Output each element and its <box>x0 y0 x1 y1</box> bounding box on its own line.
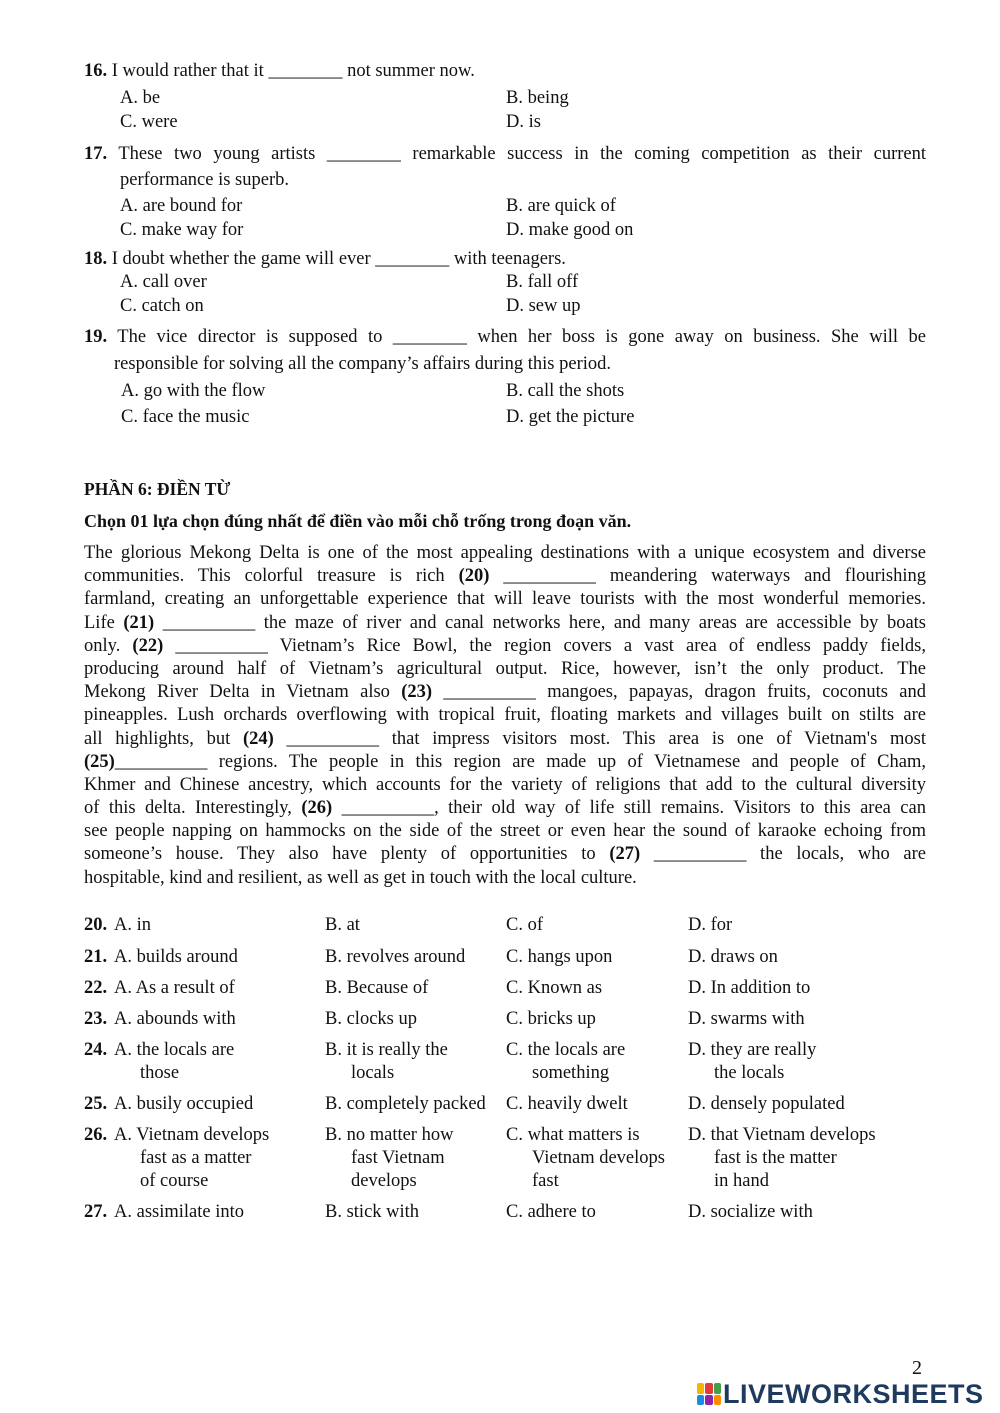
passage-line <box>84 681 926 704</box>
option-line: Vietnam develops <box>532 1148 665 1168</box>
option-line: A. abounds with <box>114 1009 236 1029</box>
option-line: B. it is really the <box>325 1040 448 1060</box>
options-row <box>84 219 926 243</box>
option-line: A. assimilate into <box>114 1202 244 1222</box>
passage-text: Mekong River Delta in Vietnam also <box>84 682 402 703</box>
option-d[interactable]: D. sew up <box>506 296 581 316</box>
question-number: 27. <box>84 1202 108 1222</box>
option-line: C. bricks up <box>506 1009 596 1029</box>
option-b[interactable] <box>325 946 465 969</box>
option-b[interactable]: B. are quick of <box>506 196 616 216</box>
option-b[interactable] <box>325 977 428 1000</box>
section-instruction: Chọn 01 lựa chọn đúng nhất để điền vào mỗi chỗ trống trong đoạn văn. <box>84 511 632 531</box>
passage-text: someone’s house. They also have plenty of opportunities to <box>84 844 610 865</box>
option-line: fast <box>532 1171 559 1191</box>
option-line: A. As a result of <box>114 978 235 998</box>
passage-line <box>84 774 926 797</box>
option-d[interactable] <box>688 914 732 937</box>
question-number: 18. <box>84 249 108 269</box>
question-number: 16. <box>84 61 108 81</box>
options-row <box>84 380 926 406</box>
passage-line <box>84 728 926 751</box>
option-a[interactable] <box>114 1124 269 1193</box>
passage-line <box>84 867 926 890</box>
option-line: B. clocks up <box>325 1009 417 1029</box>
option-a[interactable] <box>114 946 238 969</box>
option-b[interactable]: B. call the shots <box>506 381 625 401</box>
question-text-cont: performance is superb. <box>120 170 290 190</box>
passage-text: __________ regions. The people in this region are made up of Vietnamese and people of Cham, <box>114 751 926 772</box>
passage-text: Life <box>84 612 124 633</box>
option-c[interactable] <box>506 977 602 1000</box>
blank-number: (27) <box>609 844 641 865</box>
passage-line <box>84 843 926 866</box>
option-line: D. that Vietnam develops <box>688 1125 876 1145</box>
option-line: C. heavily dwelt <box>506 1094 628 1114</box>
liveworksheets-logo <box>697 1381 984 1407</box>
options-row <box>84 195 926 219</box>
option-line: of course <box>140 1171 209 1191</box>
option-line: something <box>532 1063 610 1083</box>
option-line: D. they are really <box>688 1040 817 1060</box>
option-line: D. In addition to <box>688 978 811 998</box>
option-a[interactable] <box>114 1008 236 1031</box>
option-d[interactable] <box>688 1039 816 1085</box>
question-text-cont: responsible for solving all the company’s affairs during this period. <box>114 354 612 374</box>
option-line: C. Known as <box>506 978 603 998</box>
option-a[interactable] <box>114 977 235 1000</box>
option-b[interactable] <box>325 914 360 937</box>
logo-mark-tile <box>714 1395 721 1406</box>
question-number: 23. <box>84 1009 108 1029</box>
passage-text: __________ Vietnam’s Rice Bowl, the region covers a vast area of endless paddy fields, <box>163 635 926 656</box>
option-line: D. socialize with <box>688 1202 813 1222</box>
option-line: fast is the matter <box>714 1148 837 1168</box>
passage-text: farmland, creating an unforgettable experience that will leave tourists with the most wonderful memories. <box>84 589 926 610</box>
option-line: A. in <box>114 915 151 935</box>
options-row <box>84 271 926 295</box>
options-row <box>84 111 926 135</box>
logo-mark-tile <box>697 1395 704 1406</box>
option-b[interactable] <box>325 1124 453 1193</box>
option-a[interactable]: A. be <box>120 88 161 108</box>
option-line: C. of <box>506 915 543 935</box>
passage-line <box>84 704 926 727</box>
option-line: locals <box>351 1063 395 1083</box>
blank-number: (23) <box>401 682 433 703</box>
option-d[interactable] <box>688 946 778 969</box>
option-line: C. the locals are <box>506 1040 626 1060</box>
option-a[interactable] <box>114 914 151 937</box>
option-c[interactable]: C. catch on <box>120 296 204 316</box>
options-row <box>84 406 926 430</box>
options-row <box>84 295 926 319</box>
option-a[interactable]: A. are bound for <box>120 196 243 216</box>
passage-line <box>84 658 926 681</box>
option-line: D. swarms with <box>688 1009 805 1029</box>
option-line: B. completely packed <box>325 1094 486 1114</box>
option-c[interactable] <box>506 1201 596 1224</box>
passage-text: __________, their old way of life still remains. Visitors to this area can <box>332 798 926 819</box>
blank-number: (25) <box>84 751 115 772</box>
passage-text: __________ mangoes, papayas, dragon fruits, coconuts and <box>432 682 926 703</box>
passage-text: of this delta. Interestingly, <box>84 798 302 819</box>
option-a[interactable]: A. go with the flow <box>121 381 266 401</box>
option-line: A. Vietnam develops <box>114 1125 270 1145</box>
option-b[interactable] <box>325 1039 448 1085</box>
question-text: 17. These two young artists ________ remarkable success in the coming competition as their current <box>84 144 926 164</box>
blank-number: (21) <box>123 612 155 633</box>
logo-mark-tile <box>697 1383 704 1394</box>
passage-text: producing around half of Vietnam’s agricultural output. Rice, however, isn’t the only product. The <box>84 658 926 679</box>
option-c[interactable] <box>506 1008 596 1031</box>
option-line: fast Vietnam <box>351 1148 445 1168</box>
option-d[interactable]: D. is <box>506 112 541 132</box>
option-line: develops <box>351 1171 417 1191</box>
passage-text: __________ meandering waterways and flourishing <box>489 566 926 587</box>
option-d[interactable]: D. make good on <box>506 220 634 240</box>
option-line: B. stick with <box>325 1202 420 1222</box>
blank-number: (20) <box>458 566 490 587</box>
blank-number: (22) <box>132 635 164 656</box>
reading-passage <box>84 542 926 890</box>
question-number: 19. <box>84 327 108 347</box>
option-line: A. builds around <box>114 947 238 967</box>
option-d[interactable] <box>688 1093 845 1116</box>
option-line: B. at <box>325 915 360 935</box>
passage-line <box>84 820 926 843</box>
option-line: D. for <box>688 915 733 935</box>
option-line: in hand <box>714 1171 769 1191</box>
option-d[interactable] <box>688 977 810 1000</box>
blank-number: (26) <box>301 798 333 819</box>
question-number: 17. <box>84 144 108 164</box>
question-18 <box>84 248 926 319</box>
option-a[interactable] <box>114 1093 253 1116</box>
question-number: 22. <box>84 978 108 998</box>
question-number: 25. <box>84 1094 108 1114</box>
passage-line <box>84 797 926 820</box>
passage-line <box>84 588 926 611</box>
option-line: B. Because of <box>325 978 429 998</box>
option-a[interactable]: A. call over <box>120 272 207 292</box>
passage-line <box>84 751 926 774</box>
question-17 <box>84 142 926 243</box>
option-d[interactable] <box>688 1008 805 1031</box>
page-number: 2 <box>912 1357 922 1379</box>
passage-text: __________ the locals, who are <box>640 844 926 865</box>
option-line: C. hangs upon <box>506 947 613 967</box>
passage-line <box>84 565 926 588</box>
option-line: A. busily occupied <box>114 1094 254 1114</box>
question-number: 21. <box>84 947 108 967</box>
passage-text: pineapples. Lush orchards overflowing with tropical fruit, floating markets and villages built on stilts are <box>84 705 926 726</box>
option-line: D. draws on <box>688 947 778 967</box>
logo-text: LIVEWORKSHEETS <box>723 1379 984 1409</box>
question-number: 24. <box>84 1040 108 1060</box>
passage-line <box>84 542 926 565</box>
passage-text: hospitable, kind and resilient, as well as get in touch with the local culture. <box>84 867 637 888</box>
option-c[interactable]: C. were <box>120 112 178 132</box>
question-19 <box>84 325 926 430</box>
passage-text: Khmer and Chinese ancestry, which accounts for the variety of religions that add to the cultural diversity <box>84 774 926 795</box>
option-c[interactable]: C. face the music <box>121 407 250 427</box>
question-number: 26. <box>84 1125 108 1145</box>
question-text: 19. The vice director is supposed to ________ when her boss is gone away on business. She will be <box>84 327 926 347</box>
option-c[interactable] <box>506 1093 628 1116</box>
option-b[interactable] <box>325 1093 486 1116</box>
blank-number: (24) <box>242 728 274 749</box>
option-d[interactable] <box>688 1201 813 1224</box>
question-text: 18. I doubt whether the game will ever ________ with teenagers. <box>84 249 566 269</box>
logo-mark-icon <box>697 1383 721 1405</box>
passage-text: all highlights, but <box>84 728 243 749</box>
option-line: those <box>140 1063 180 1083</box>
passage-text: communities. This colorful treasure is rich <box>84 566 459 587</box>
question-16 <box>84 60 926 135</box>
logo-mark-tile <box>714 1383 721 1394</box>
passage-line <box>84 635 926 658</box>
logo-mark-tile <box>705 1383 712 1394</box>
question-text: 16. I would rather that it ________ not summer now. <box>84 61 475 81</box>
section-title: PHẦN 6: ĐIỀN TỪ <box>84 479 231 499</box>
option-line: B. no matter how <box>325 1125 454 1145</box>
passage-text: see people napping on hammocks on the side of the street or even hear the sound of karaoke echoing from <box>84 821 926 842</box>
option-line: D. densely populated <box>688 1094 845 1114</box>
option-a[interactable] <box>114 1201 244 1224</box>
option-c[interactable] <box>506 1039 625 1085</box>
option-b[interactable] <box>325 1008 417 1031</box>
passage-text: __________ the maze of river and canal networks here, and many areas are accessible by boats <box>154 612 926 633</box>
option-a[interactable] <box>114 1039 234 1085</box>
option-line: B. revolves around <box>325 947 466 967</box>
option-c[interactable] <box>506 1124 665 1193</box>
passage-text: __________ that impress visitors most. This area is one of Vietnam's most <box>273 728 926 749</box>
options-row <box>84 87 926 111</box>
question-number: 20. <box>84 915 108 935</box>
option-line: A. the locals are <box>114 1040 235 1060</box>
passage-line <box>84 612 926 635</box>
passage-text: only. <box>84 635 133 656</box>
logo-mark-tile <box>705 1395 712 1406</box>
option-c[interactable] <box>506 946 612 969</box>
option-b[interactable] <box>325 1201 419 1224</box>
option-line: the locals <box>714 1063 785 1083</box>
option-b[interactable]: B. fall off <box>506 272 579 292</box>
option-d[interactable]: D. get the picture <box>506 407 635 427</box>
passage-text: The glorious Mekong Delta is one of the most appealing destinations with a unique ecosystem and diverse <box>84 543 926 563</box>
option-line: C. what matters is <box>506 1125 640 1145</box>
option-c[interactable]: C. make way for <box>120 220 244 240</box>
option-d[interactable] <box>688 1124 876 1193</box>
option-line: C. adhere to <box>506 1202 596 1222</box>
option-b[interactable]: B. being <box>506 88 569 108</box>
option-c[interactable] <box>506 914 543 937</box>
option-line: fast as a matter <box>140 1148 252 1168</box>
